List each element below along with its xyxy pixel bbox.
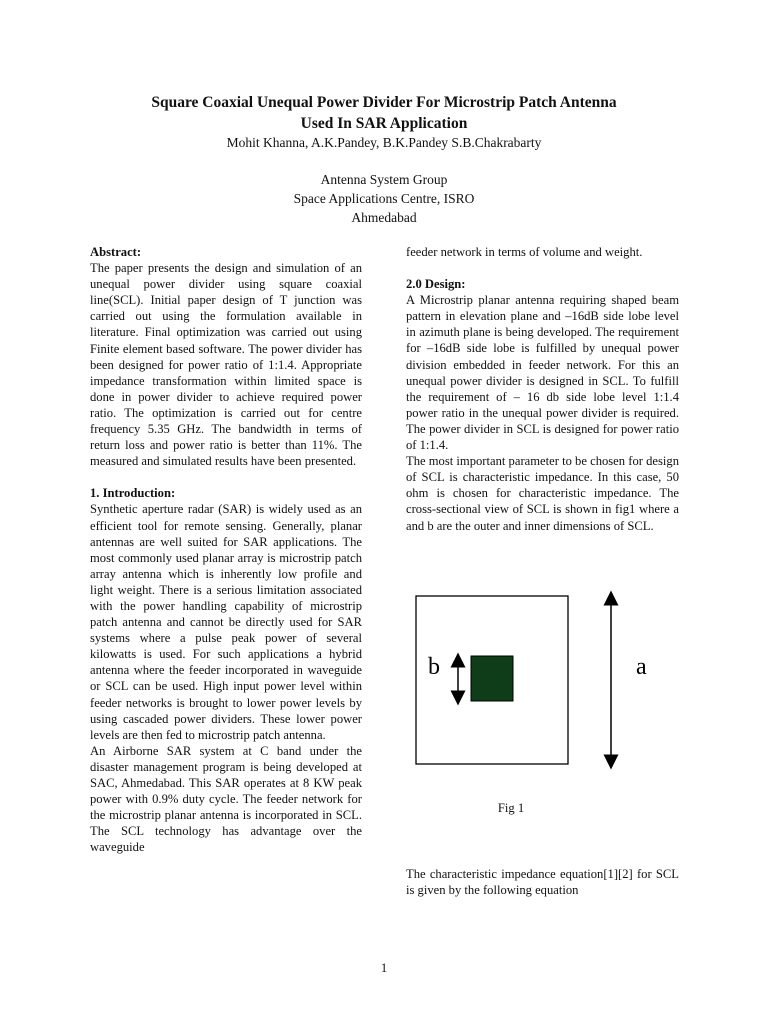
figure-caption: Fig 1 [497, 801, 525, 815]
left-column [90, 244, 362, 855]
introduction-para-1: Synthetic aperture radar (SAR) is widely used as an efficient tool for remote sensing. Generally, planar antennas are well suited for SAR applications. The most commonly used planar array is microstrip patch array antenna which is inherently low profile and light weight. There is a serious limitation associated with the power handling capability of microstrip patch antenna and cannot be directly used for SAR systems where a pulse peak power of several kilowatts is used. For such applications a hybrid antenna where the feeder incorporated in waveguide or SCL can be used. High input power level within feeder networks is brought to lower power levels by using cascaded power dividers. These lower power levels are then fed to microstrip patch antenna. [90, 502, 362, 742]
abstract-text: The paper presents the design and simulation of an unequal power divider using square coaxial line(SCL). Initial paper design of T junction was carried out using the formulation available in literature. Final optimization was carried out using Finite element based software. The power divider has been designed for power ratio of 1:1.4. Appropriate impedance transformation within limited space is done in power divider to achieve required power ratio. The optimization is carried out for centre frequency 5.35 GHz. The bandwidth in terms of return loss and power ratio is better than 11%. The measured and simulated results have been presented. [90, 261, 362, 469]
title-line-1: Square Coaxial Unequal Power Divider For Microstrip Patch Antenna [151, 94, 617, 111]
scl-cross-section-figure [400, 590, 690, 770]
inner-conductor-square [471, 656, 513, 701]
design-heading: 2.0 Design: [406, 277, 466, 292]
introduction-heading: 1. Introduction: [90, 486, 176, 501]
affiliation-centre: Space Applications Centre, ISRO [293, 191, 475, 206]
design-para-2: The most important parameter to be chosen for design of SCL is characteristic impedance. In this case, 50 ohm is chosen for characteristic impedance. The cross-sectional view of SCL is shown in fig1 where a and b are the outer and inner dimensions of SCL. [406, 454, 679, 533]
introduction-para-2: An Airborne SAR system at C band under the disaster management program is being developed at SAC, Ahmedabad. This SAR operates at 8 KW peak power with 0.9% duty cycle. The feeder network for the microstrip planar antenna is incorporated in SCL. The SCL technology has advantage over the waveguide [90, 743, 362, 855]
title-line-2: Used In SAR Application [300, 115, 468, 132]
right-column-continuation: feeder network in terms of volume and weight. [406, 245, 643, 259]
impedance-equation-intro: The characteristic impedance equation[1][2] for SCL is given by the following equation [406, 867, 679, 898]
paper-title [60, 92, 708, 134]
affiliation [60, 170, 708, 227]
authors: Mohit Khanna, A.K.Pandey, B.K.Pandey S.B.Chakrabarty [226, 135, 542, 150]
dimension-a-label: a [636, 654, 647, 680]
design-para-1: A Microstrip planar antenna requiring shaped beam pattern in elevation plane and –16dB side lobe level in azimuth plane is being developed. The requirement for –16dB side lobe is fulfilled by unequal power division embedded in feeder network. For this an unequal power divider is designed in SCL. To fulfill the requirement of – 16 db side lobe level 1:1.4 power ratio in the unequal power divider is required. The power divider in SCL is designed for power ratio of 1:1.4. [406, 293, 679, 453]
right-column [406, 244, 679, 534]
abstract-heading: Abstract: [90, 245, 142, 259]
page-number: 1 [380, 961, 388, 975]
dimension-b-label: b [428, 654, 440, 680]
affiliation-group: Antenna System Group [320, 172, 448, 187]
affiliation-city: Ahmedabad [351, 210, 417, 225]
